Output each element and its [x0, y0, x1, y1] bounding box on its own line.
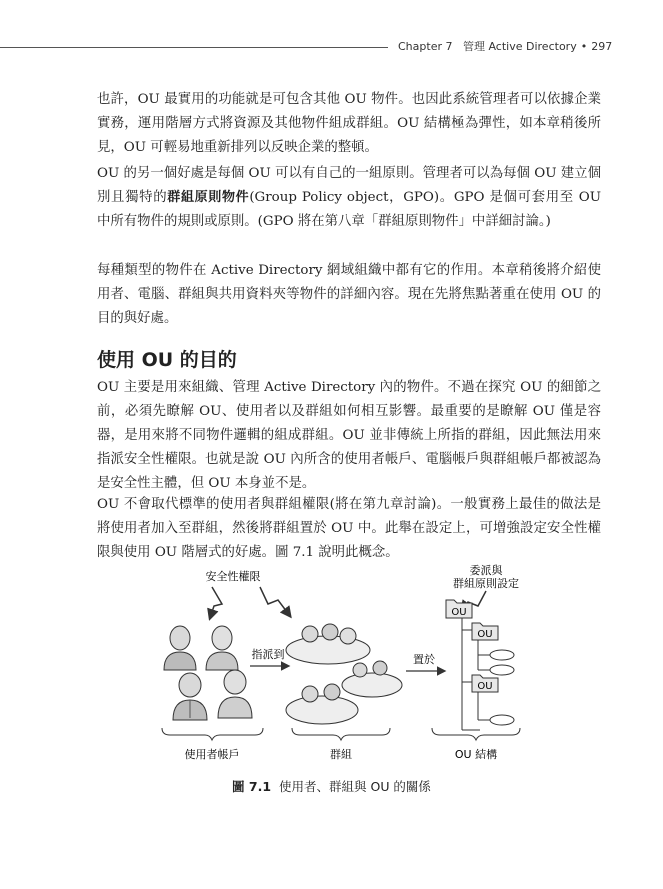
caption-text: 使用者、群組與 OU 的關係: [279, 779, 431, 794]
user-accounts-people-icon: [164, 626, 252, 720]
ou-label-mid: OU: [477, 629, 493, 640]
bolt-to-groups-icon: [260, 587, 290, 616]
page-number: 297: [591, 40, 613, 53]
bolt-to-users-icon: [210, 587, 222, 618]
groups-label: 群組: [330, 748, 352, 761]
user-accounts-label: 使用者帳戶: [184, 748, 240, 761]
header-rule: [0, 47, 388, 48]
security-permissions-label: 安全性權限: [205, 570, 261, 583]
ou-label-low: OU: [477, 681, 493, 692]
section-heading: 使用 OU 的目的: [97, 349, 237, 371]
delegation-label-1: 委派與: [469, 564, 503, 577]
caption-number: 圖 7.1: [232, 779, 272, 794]
groups-icon: [286, 624, 402, 724]
header-bullet: •: [580, 40, 588, 53]
header-title: 管理 Active Directory: [462, 40, 577, 53]
ou-label-top: OU: [451, 607, 467, 618]
delegation-label-2: 群組原則設定: [453, 577, 519, 590]
paragraph-2-start: OU 的另一個好處是每個 OU 可以有自己的一組原則。管理者可以為每個 OU 建立個別且獨特的: [97, 166, 601, 205]
paragraph-4: OU 主要是用來組織、管理 Active Directory 內的物件。不過在探究 OU 的細節之前，必須先瞭解 OU、使用者以及群組如何相互影響。最重要的是瞭解 OU 僅是容器，是用來將不同物件邏輯的組成群組。OU 並非傳統上所指的群組，因此無法用來指派安全性權限。也就是說 OU 內所含的使用者帳戶、電腦帳戶與群組帳戶都被認為是安全性主體，但 OU 本身並不是。: [97, 380, 601, 491]
paragraph-3: 每種類型的物件在 Active Directory 網域組織中都有它的作用。本章稍後將介紹使用者、電腦、群組與共用資料夾等物件的詳細內容。現在先將焦點著重在使用 OU 的目的與好處。: [97, 263, 601, 326]
paragraph-1: 也許，OU 最實用的功能就是可包含其他 OU 物件。也因此系統管理者可以依據企業實務，運用階層方式將資源及其他物件組成群組。OU 結構極為彈性，如本章稍後所見，OU 可輕易地重新排列以反映企業的整頓。: [97, 92, 601, 155]
paragraph-5: OU 不會取代標準的使用者與群組權限(將在第九章討論)。一般實務上最佳的做法是將使用者加入至群組，然後將群組置於 OU 中。此舉在設定上，可增強設定安全性權限與使用 OU 階層式的好處。圖 7.1 說明此概念。: [97, 497, 601, 560]
paragraph-2: [97, 162, 601, 234]
assign-to-label: 指派到: [251, 648, 285, 661]
groups-bracket: [292, 728, 390, 740]
place-in-label: 置於: [413, 653, 435, 666]
ou-structure-label: OU 結構: [454, 748, 498, 761]
figure-7-1: [150, 560, 600, 775]
users-bracket: [162, 728, 263, 740]
figure-caption: [0, 777, 663, 795]
header-chapter: Chapter 7: [398, 40, 453, 53]
gpo-term: 群組原則物件: [167, 190, 250, 205]
running-header: [398, 38, 612, 54]
paragraph-2-end: (Group Policy object，GPO)。GPO 是個可套用至 OU 中所有物件的規則或原則。(GPO 將在第八章「群組原則物件」中詳細討論。): [97, 190, 601, 229]
